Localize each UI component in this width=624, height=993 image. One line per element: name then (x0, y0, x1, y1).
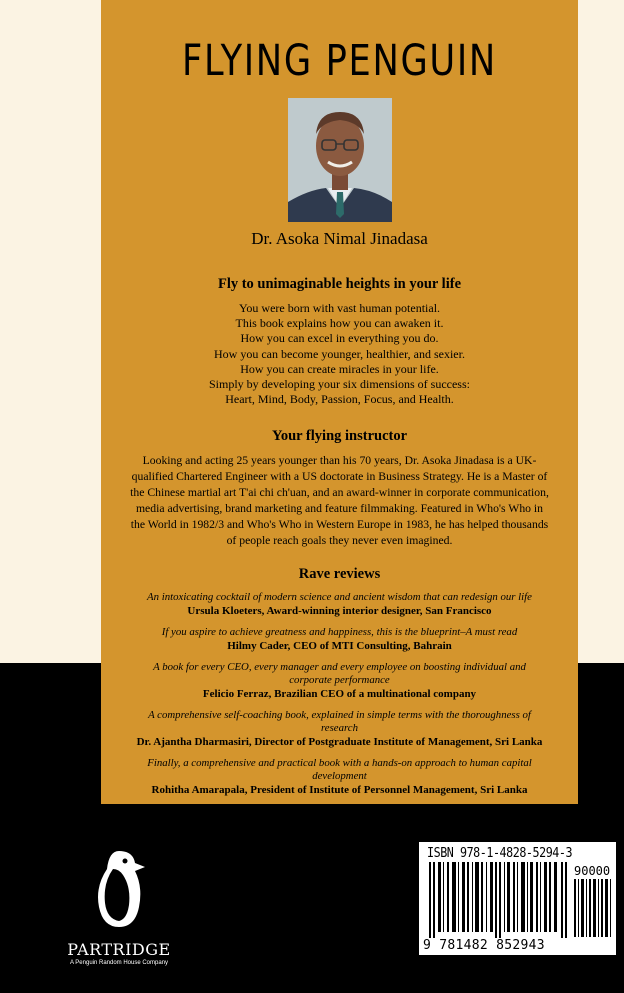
instructor-heading: Your flying instructor (271, 428, 408, 444)
review-item (101, 661, 578, 701)
tagline-lines (101, 301, 578, 407)
review-quote: A comprehensive self-coaching book, explained in simple terms with the thoroughness of research (148, 709, 531, 734)
tagline-section (101, 276, 578, 407)
review-item (101, 757, 578, 797)
isbn-barcode (419, 842, 616, 955)
review-quote: A book for every CEO, every manager and every employee on boosting individual and corporate performance (153, 661, 526, 686)
tagline-line: How you can create miracles in your life. (240, 361, 439, 376)
publisher-logo (64, 847, 174, 966)
review-quote: Finally, a comprehensive and practical book with a hands-on approach to human capital development (147, 757, 532, 782)
review-author: Dr. Ajantha Dharmasiri, Director of Postgraduate Institute of Management, Sri Lanka (136, 736, 543, 748)
tagline-heading: Fly to unimaginable heights in your life (217, 276, 462, 292)
instructor-bio: Looking and acting 25 years younger than his 70 years, Dr. Asoka Jinadasa is a UK-qualified Chartered Engineer with a US doctorate in Business Strategy. He is a Master of the Chinese martial art T'ai chi ch'uan, and an award-winner in corporate communication, media advertising, brand marketing and feature filmmaking. Featured in Who's Who in the World in 1982/3 and Who's Who in Western Europe in 1983, he has helped thousands of people reach goals they never even imagined. (130, 454, 549, 547)
review-author: Hilmy Cader, CEO of MTI Consulting, Bahrain (227, 640, 452, 652)
review-item (101, 591, 578, 618)
reviews-heading: Rave reviews (298, 566, 381, 582)
ean-bars (429, 862, 569, 938)
review-quote: If you aspire to achieve greatness and happiness, this is the blueprint–A must read (161, 626, 518, 638)
publisher-subtitle: A Penguin Random House Company (69, 960, 169, 966)
review-quote: An intoxicating cocktail of modern science and ancient wisdom that can redesign our life (147, 591, 532, 603)
penguin-icon (89, 847, 149, 931)
tagline-line: How you can become younger, healthier, and sexier. (214, 346, 465, 361)
review-item (101, 626, 578, 653)
review-author: Rohitha Amarapala, President of Institute of Personnel Management, Sri Lanka (151, 784, 528, 796)
author-name: Dr. Asoka Nimal Jinadasa (251, 229, 428, 248)
back-cover-panel (101, 0, 578, 804)
isbn-text: ISBN 978-1-4828-5294-3 (427, 846, 573, 861)
ean-digits: 9 781482 852943 (423, 938, 545, 953)
reviews-section (101, 566, 578, 805)
tagline-line: You were born with vast human potential. (238, 301, 441, 315)
tagline-line: How you can excel in everything you do. (240, 331, 439, 346)
instructor-section (101, 428, 578, 549)
review-author: Felicio Ferraz, Brazilian CEO of a multinational company (202, 688, 477, 700)
publisher-name: PARTRIDGE (67, 940, 171, 959)
author-photo (288, 98, 392, 222)
review-item (101, 709, 578, 749)
addon-bars (574, 879, 612, 937)
tagline-line: Simply by developing your six dimensions of success: (209, 377, 470, 392)
tagline-line: This book explains how you can awaken it. (235, 316, 444, 331)
review-author: Ursula Kloeters, Award-winning interior designer, San Francisco (187, 605, 492, 617)
book-title: FLYING PENGUIN (182, 36, 497, 86)
tagline-line: Heart, Mind, Body, Passion, Focus, and Health. (225, 392, 454, 407)
barcode-addon-code: 90000 (574, 864, 611, 878)
